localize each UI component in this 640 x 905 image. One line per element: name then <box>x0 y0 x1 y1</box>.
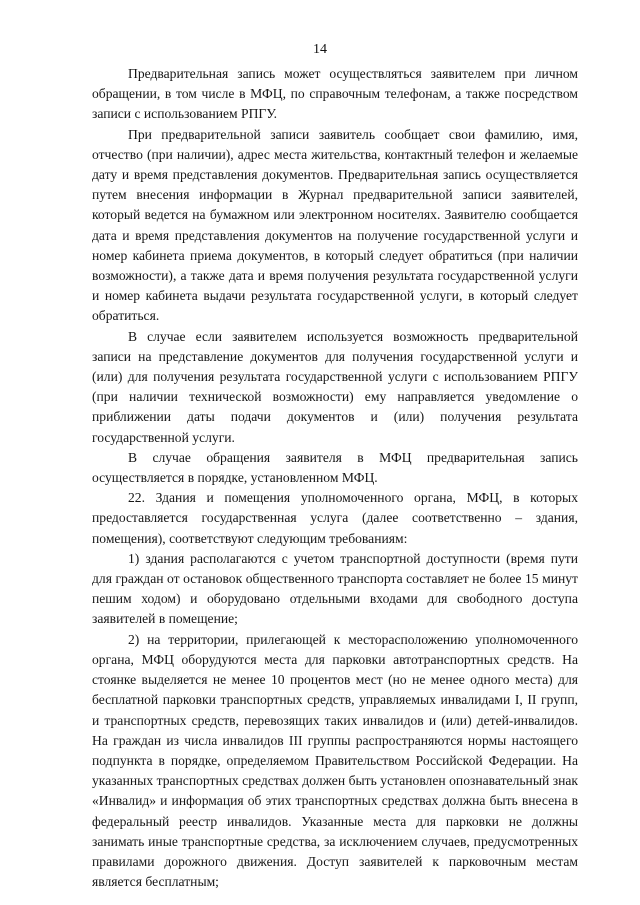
paragraph-item-22: 22. Здания и помещения уполномоченного органа, МФЦ, в которых предоставляется государственная услуга (далее соответственно – здания, помещения), соответствуют следующим требованиям: <box>92 490 578 546</box>
paragraph-mfc-booking: В случае обращения заявителя в МФЦ предварительная запись осуществляется в порядке, установленном МФЦ. <box>92 449 578 486</box>
paragraph-subitem-2: 2) на территории, прилегающей к месторасположению уполномоченного органа, МФЦ оборудуются места для парковки автотранспортных средств. На стоянке выделяется не менее 10 процентов мест (но не менее одного места) для бесплатной парковки транспортных средств, управляемых инвалидами I, II групп, и транспортных средств, перевозящих таких инвалидов и (или) детей-инвалидов. На граждан из числа инвалидов III группы распространяются нормы настоящего подпункта в порядке, определяемом Правительством Российской Федерации. На указанных транспортных средствах должен быть установлен опознавательный знак «Инвалид» и информация об этих транспортных средствах должна быть внесена в федеральный реестр инвалидов. Указанные места для парковки не должны занимать иные транспортные средства, за исключением случаев, предусмотренных правилами дорожного движения. Доступ заявителей к парковочным местам является бесплатным; <box>92 631 578 890</box>
page-number: 14 <box>313 42 327 57</box>
paragraph-preliminary-booking: Предварительная запись может осуществляться заявителем при личном обращении, в том числе в МФЦ, по справочным телефонам, а также посредством записи с использованием РПГУ. <box>92 66 578 122</box>
document-body <box>92 64 578 892</box>
paragraph-rpgu-notification: В случае если заявителем используется возможность предварительной записи на представление документов для получения государственной услуги и (или) для получения результата государственной услуги с использованием РПГУ (при наличии технической возможности) ему направляется уведомление о приближении даты подачи документов и (или) получения результата государственной услуги. <box>92 328 578 445</box>
paragraph-subitem-1: 1) здания располагаются с учетом транспортной доступности (время пути для граждан от остановок общественного транспорта составляет не более 15 минут пешим ходом) и оборудовано отдельными входами для свободного доступа заявителей в помещение; <box>92 550 578 627</box>
paragraph-booking-details: При предварительной записи заявитель сообщает свои фамилию, имя, отчество (при наличии), адрес места жительства, контактный телефон и желаемые дату и время представления документов. Предварительная запись осуществляется путем внесения информации в Журнал предварительной записи заявителей, который ведется на бумажном или электронном носителях. Заявителю сообщается дата и время представления документов на получение государственной услуги и номер кабинета приема документов, в который следует обратиться (при наличии возможности), а также дата и время получения результата государственной услуги и номер кабинета выдачи результата государственной услуги, в который следует обратиться. <box>92 126 578 324</box>
